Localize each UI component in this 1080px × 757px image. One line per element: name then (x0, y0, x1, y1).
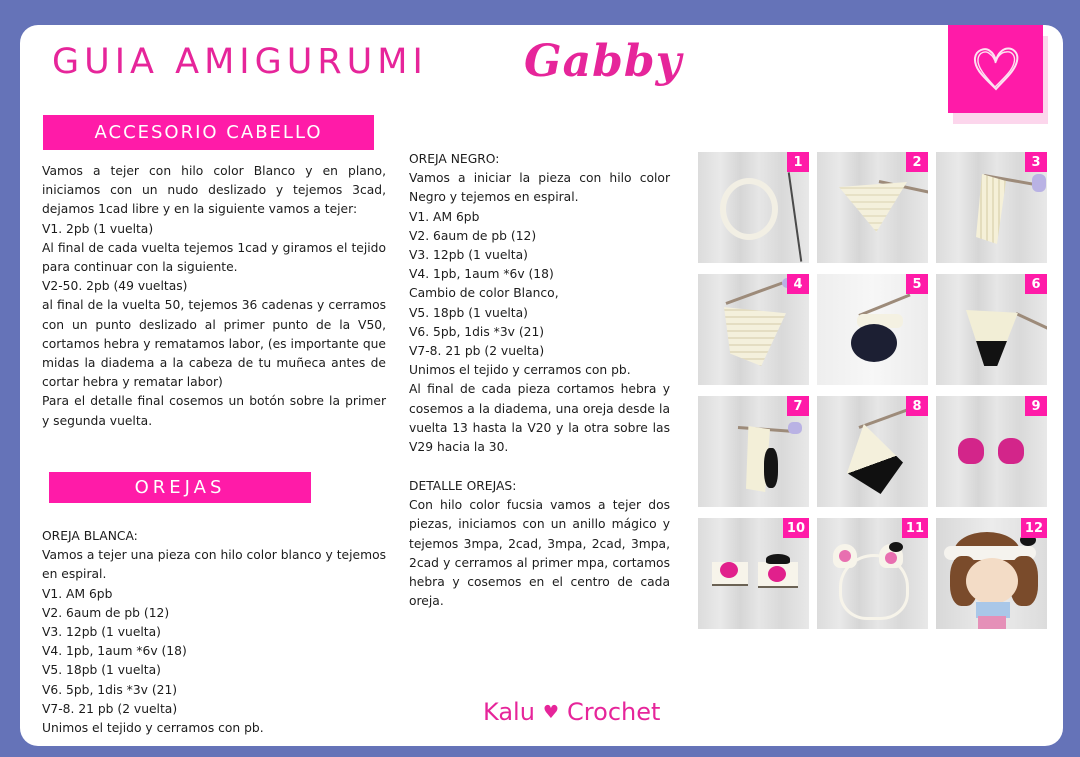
section-banner-orejas: OREJAS (49, 472, 311, 503)
step-photo-grid (698, 152, 1047, 629)
brand-name-left: Kalu (483, 698, 535, 726)
row: V2. 6aum de pb (12) (409, 228, 537, 243)
headband-ring (720, 178, 778, 240)
paragraph: Al final de cada pieza cortamos hebra y cosemos a la diadema, una oreja desde la vuelta 13 hasta la V20 y la otra sobre las V29 hacia la 30. (409, 382, 670, 455)
heart-badge (948, 25, 1043, 113)
step-number: 3 (1025, 152, 1047, 172)
row: Unimos el tejido y cerramos con pb. (409, 363, 631, 378)
step-number: 2 (906, 152, 928, 172)
brand-footer (483, 698, 660, 726)
row: V5. 18pb (1 vuelta) (409, 305, 528, 320)
step-number: 6 (1025, 274, 1047, 294)
step-number: 1 (787, 152, 809, 172)
step-photo (817, 152, 928, 263)
paragraph: Vamos a iniciar la pieza con hilo color Negro y tejemos en espiral. (409, 171, 670, 205)
row: V2. 6aum de pb (12) (42, 605, 170, 620)
row: V4. 1pb, 1aum *6v (18) (42, 644, 187, 659)
row: Cambio de color Blanco, (409, 286, 559, 301)
brand-name-right: Crochet (567, 698, 661, 726)
step-number: 8 (906, 396, 928, 416)
paragraph: Para el detalle final cosemos un botón sobre la primer y segunda vuelta. (42, 394, 386, 428)
paragraph: Al final de cada vuelta tejemos 1cad y giramos el tejido para continuar con la siguiente. (42, 240, 386, 275)
step-photo (698, 396, 809, 507)
step-photo (936, 396, 1047, 507)
step-number: 5 (906, 274, 928, 294)
step-photo (698, 152, 809, 263)
paragraph: Vamos a tejer con hilo color Blanco y en plano, iniciamos con un nudo deslizado y tejemos 3cad, dejamos 1cad libre y en la siguiente vamos a tejer: (42, 164, 386, 217)
row: V1. AM 6pb (42, 586, 113, 601)
row: V3. 12pb (1 vuelta) (409, 248, 528, 263)
step-photo (698, 274, 809, 385)
row: V7-8. 21 pb (2 vuelta) (42, 701, 178, 716)
step-number: 9 (1025, 396, 1047, 416)
paragraph: V2-50. 2pb (49 vueltas) (42, 279, 188, 294)
paragraph: V1. 2pb (1 vuelta) (42, 221, 154, 236)
step-photo (698, 518, 809, 629)
heart-outline-icon (970, 45, 1022, 93)
row: V5. 18pb (1 vuelta) (42, 663, 161, 678)
oreja-blanca-instructions (42, 527, 386, 738)
row: V4. 1pb, 1aum *6v (18) (409, 267, 554, 282)
step-number: 10 (783, 518, 809, 538)
step-photo (936, 152, 1047, 263)
step-photo (936, 518, 1047, 629)
step-photo (817, 396, 928, 507)
row: V6. 5pb, 1dis *3v (21) (42, 682, 178, 697)
step-photo (817, 518, 928, 629)
step-photo (936, 274, 1047, 385)
step-number: 7 (787, 396, 809, 416)
subheading: DETALLE OREJAS: (409, 479, 517, 493)
paragraph: Con hilo color fucsia vamos a tejer dos piezas, iniciamos con un anillo mágico y tejemos 3mpa, 2cad, 3mpa, 2cad, 3mpa, 2cad y cerramos al primer mpa, cortamos hebra y cosemos en el centro de cada oreja. (409, 498, 670, 609)
section-banner-cabello: ACCESORIO CABELLO (43, 115, 374, 150)
doll-name: Gabby (524, 36, 683, 87)
paragraph: Vamos a tejer una pieza con hilo color blanco y tejemos en espiral. (42, 548, 386, 582)
heart-icon: ♥ (542, 701, 560, 723)
step-photo (817, 274, 928, 385)
paragraph: al final de la vuelta 50, tejemos 36 cadenas y cerramos con un punto deslizado al primer punto de la V50, cortamos hebra y rematamos labor, (es importante que midas la diadema a la cabeza de tu muñeca antes de cortar hebra y rematar labor) (42, 298, 386, 390)
cabello-instructions (42, 162, 386, 431)
row: V3. 12pb (1 vuelta) (42, 625, 161, 640)
page-title: GUIA AMIGURUMI (52, 42, 428, 82)
step-number: 4 (787, 274, 809, 294)
row: V7-8. 21 pb (2 vuelta) (409, 344, 545, 359)
detalle-orejas-instructions (409, 477, 670, 611)
subheading: OREJA BLANCA: (42, 529, 138, 543)
guide-card (20, 25, 1063, 746)
row: Unimos el tejido y cerramos con pb. (42, 721, 264, 736)
subheading: OREJA NEGRO: (409, 152, 500, 166)
step-number: 12 (1021, 518, 1047, 538)
row: V1. AM 6pb (409, 209, 480, 224)
oreja-negro-instructions (409, 150, 670, 457)
row: V6. 5pb, 1dis *3v (21) (409, 324, 545, 339)
step-number: 11 (902, 518, 928, 538)
